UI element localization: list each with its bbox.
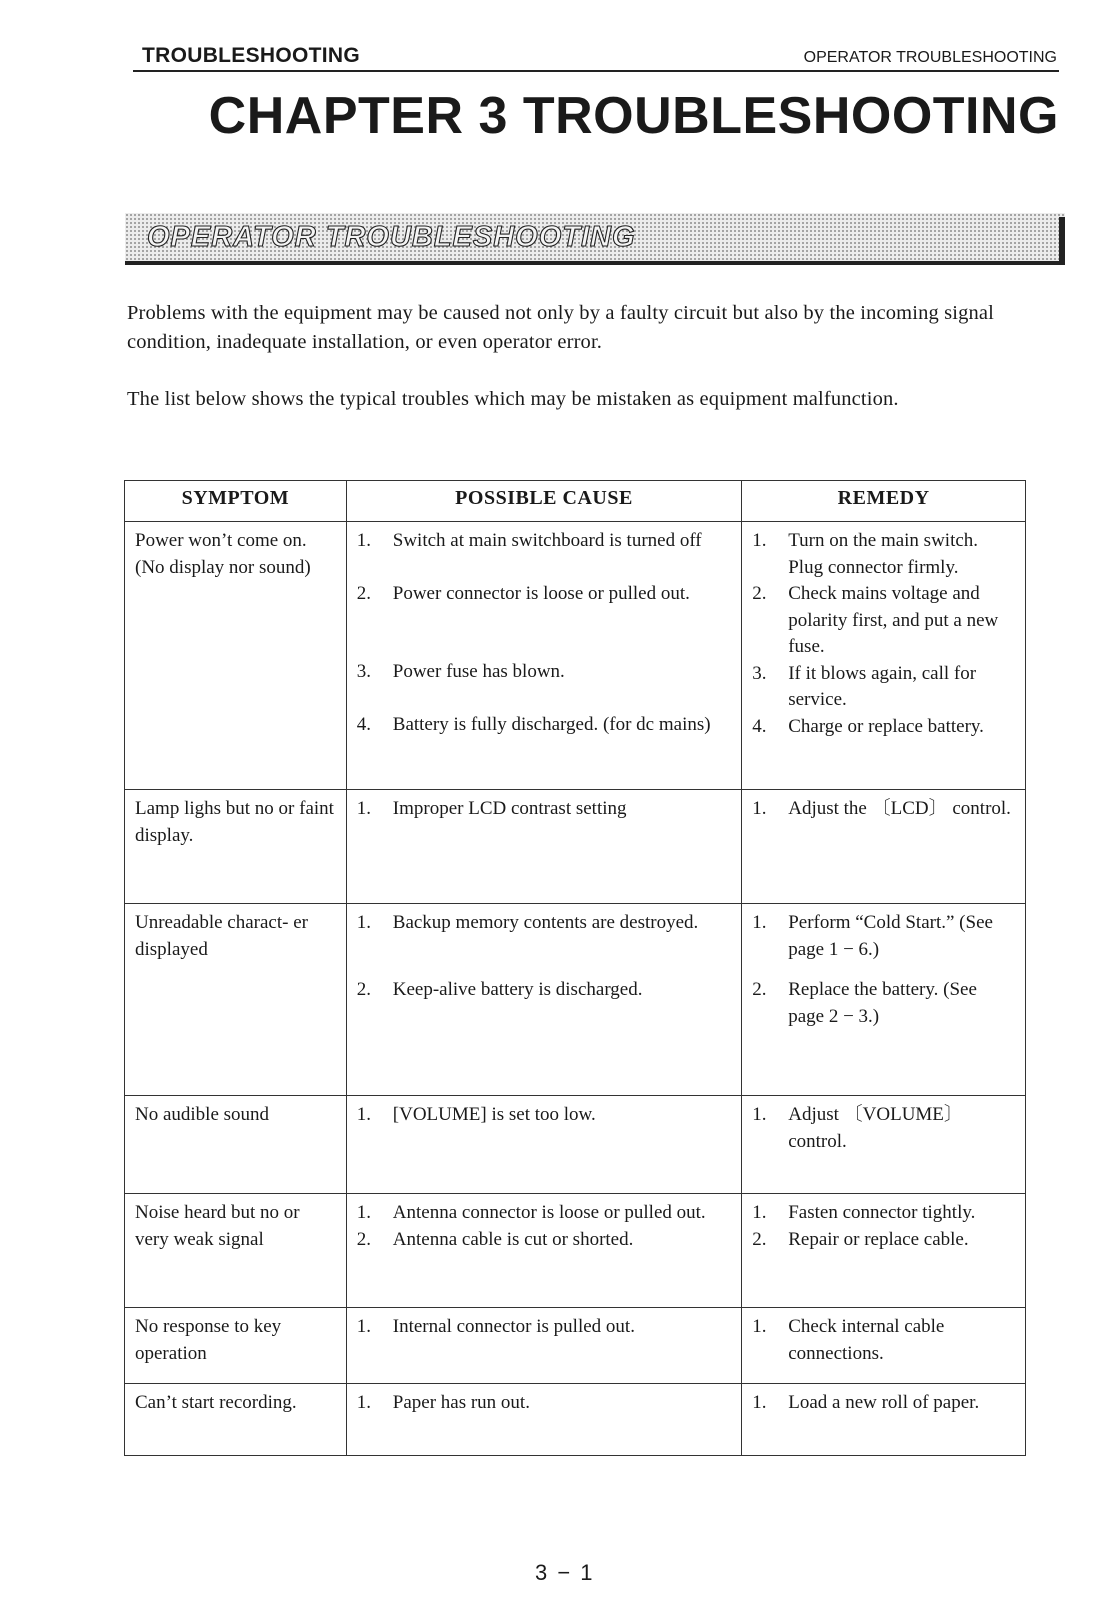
cause-item-number: 2. [356, 1228, 372, 1250]
cause-item-text: Backup memory contents are destroyed. [392, 912, 699, 933]
remedy-item-text: If it blows again, call for service. [788, 662, 977, 710]
cause-item [357, 1390, 733, 1417]
cause-cell [346, 522, 741, 790]
table-row [125, 904, 1026, 1096]
cause-item [357, 1200, 733, 1227]
remedy-cell [742, 1308, 1026, 1384]
cause-item [357, 659, 733, 686]
remedy-item-number: 4. [752, 715, 767, 737]
remedy-item [752, 1102, 1017, 1155]
remedy-item-number: 1. [752, 530, 767, 551]
page-number: 3 − 1 [535, 1560, 595, 1585]
symptom-cell: Noise heard but no or very weak signal [125, 1194, 347, 1308]
remedy-cell [742, 522, 1026, 790]
cause-item-number: 1. [356, 912, 372, 933]
running-header-section: OPERATOR TROUBLESHOOTING [803, 49, 1057, 66]
remedy-item-text: Repair or replace cable. [788, 1228, 969, 1250]
remedy-cell [742, 790, 1026, 904]
remedy-item-number: 1. [752, 798, 767, 819]
cause-item-text: Switch at main switchboard is turned off [392, 530, 702, 551]
cause-item-text: Improper LCD contrast setting [392, 798, 627, 819]
cause-item-text: Antenna connector is loose or pulled out. [392, 1202, 706, 1223]
cause-cell [346, 1096, 741, 1194]
remedy-item-number: 1. [752, 912, 767, 933]
cause-item [357, 1227, 733, 1254]
cause-item-number: 3. [356, 661, 372, 682]
table-header-row [125, 481, 1026, 522]
cause-item [357, 712, 733, 739]
header-possible-cause: POSSIBLE CAUSE [346, 481, 741, 522]
remedy-item [752, 910, 1017, 963]
cause-item [357, 528, 733, 555]
symptom-cell: No response to key operation [125, 1308, 347, 1384]
table-row [125, 1096, 1026, 1194]
cause-item-text: Power fuse has blown. [392, 661, 565, 682]
remedy-item-number: 2. [752, 979, 767, 1000]
cause-cell [346, 904, 741, 1096]
remedy-cell [742, 1194, 1026, 1308]
remedy-item-number: 1. [752, 1104, 767, 1125]
cause-item-number: 1. [356, 1104, 372, 1125]
remedy-item [752, 977, 1017, 1030]
troubleshooting-table [124, 480, 1026, 1456]
symptom-cell: Can’t start recording. [125, 1384, 347, 1456]
cause-item-number: 2. [356, 582, 372, 604]
remedy-item-number: 3. [752, 662, 767, 684]
remedy-item-text: Turn on the main switch. Plug connector firmly. [788, 530, 979, 578]
remedy-item-text: Load a new roll of paper. [788, 1392, 980, 1413]
symptom-cell: No audible sound [125, 1096, 347, 1194]
cause-item-text: Keep-alive battery is discharged. [392, 978, 643, 1000]
remedy-item-number: 1. [752, 1392, 767, 1413]
symptom-cell: Unreadable charact- er displayed [125, 904, 347, 1096]
cause-item [357, 796, 733, 823]
remedy-item [752, 796, 1017, 823]
header-remedy: REMEDY [742, 481, 1026, 522]
cause-cell [346, 1308, 741, 1384]
cause-item [357, 910, 733, 937]
cause-item-text: Paper has run out. [392, 1392, 530, 1413]
remedy-item-text: Adjust the 〔LCD〕 control. [788, 798, 1011, 819]
cause-cell [346, 1384, 741, 1456]
intro-paragraph-2: The list below shows the typical troubles which may be mistaken as equipment malfunction. [127, 388, 899, 410]
cause-item-number: 1. [356, 798, 372, 819]
chapter-title: CHAPTER 3 TROUBLESHOOTING [208, 87, 1059, 145]
remedy-item [752, 1314, 1017, 1367]
intro-paragraph-1: Problems with the equipment may be caused not only by a faulty circuit but also by the incoming signal condition, inadequate installation, or even operator error. [127, 302, 995, 353]
remedy-item-text: Check mains voltage and polarity first, and put a new fuse. [788, 583, 999, 657]
running-header-chapter: TROUBLESHOOTING [142, 44, 360, 67]
remedy-item [752, 1390, 1017, 1417]
remedy-item-number: 1. [752, 1316, 767, 1337]
remedy-cell [742, 1384, 1026, 1456]
cause-item [357, 977, 733, 1004]
table-row [125, 1194, 1026, 1308]
remedy-item [752, 581, 1017, 661]
section-banner-title: OPERATOR TROUBLESHOOTING [147, 221, 636, 253]
cause-item [357, 581, 733, 608]
cause-item-text: Power connector is loose or pulled out. [392, 582, 690, 604]
remedy-item [752, 1227, 1017, 1254]
cause-item-number: 2. [356, 978, 372, 1000]
symptom-cell: Power won’t come on. (No display nor sound) [125, 522, 347, 790]
remedy-item-text: Charge or replace battery. [788, 715, 984, 737]
table-row [125, 790, 1026, 904]
cause-cell [346, 790, 741, 904]
cause-item-number: 1. [356, 1202, 372, 1223]
header-rule [133, 70, 1059, 72]
remedy-item-text: Fasten connector tightly. [788, 1202, 976, 1223]
remedy-item [752, 661, 1017, 714]
remedy-item [752, 1200, 1017, 1227]
remedy-item-text: Adjust 〔VOLUME〕 control. [788, 1104, 963, 1152]
remedy-item [752, 714, 1017, 741]
cause-item-text: Battery is fully discharged. (for dc mains) [392, 713, 711, 735]
table-body [125, 522, 1026, 1456]
remedy-item [752, 528, 1017, 581]
cause-item-text: Internal connector is pulled out. [392, 1316, 635, 1337]
section-banner [125, 213, 1065, 265]
cause-item-number: 1. [356, 1316, 372, 1337]
cause-cell [346, 1194, 741, 1308]
cause-item [357, 1102, 733, 1129]
cause-item [357, 1314, 733, 1341]
remedy-cell [742, 904, 1026, 1096]
remedy-item-text: Check internal cable connections. [788, 1316, 945, 1364]
cause-item-number: 1. [356, 1392, 372, 1413]
section-banner-bar [1059, 217, 1065, 265]
remedy-item-number: 1. [752, 1202, 767, 1223]
cause-item-number: 4. [356, 713, 372, 735]
header-symptom: SYMPTOM [125, 481, 347, 522]
remedy-item-text: Perform “Cold Start.” (See page 1 − 6.) [788, 912, 993, 960]
table-row [125, 522, 1026, 790]
table-row [125, 1308, 1026, 1384]
remedy-item-number: 2. [752, 1228, 767, 1250]
cause-item-text: [VOLUME] is set too low. [392, 1104, 596, 1125]
remedy-item-text: Replace the battery. (See page 2 − 3.) [788, 979, 977, 1027]
remedy-cell [742, 1096, 1026, 1194]
symptom-cell: Lamp lighs but no or faint display. [125, 790, 347, 904]
remedy-item-number: 2. [752, 583, 767, 604]
cause-item-number: 1. [356, 530, 372, 551]
cause-item-text: Antenna cable is cut or shorted. [392, 1228, 634, 1250]
table-row [125, 1384, 1026, 1456]
